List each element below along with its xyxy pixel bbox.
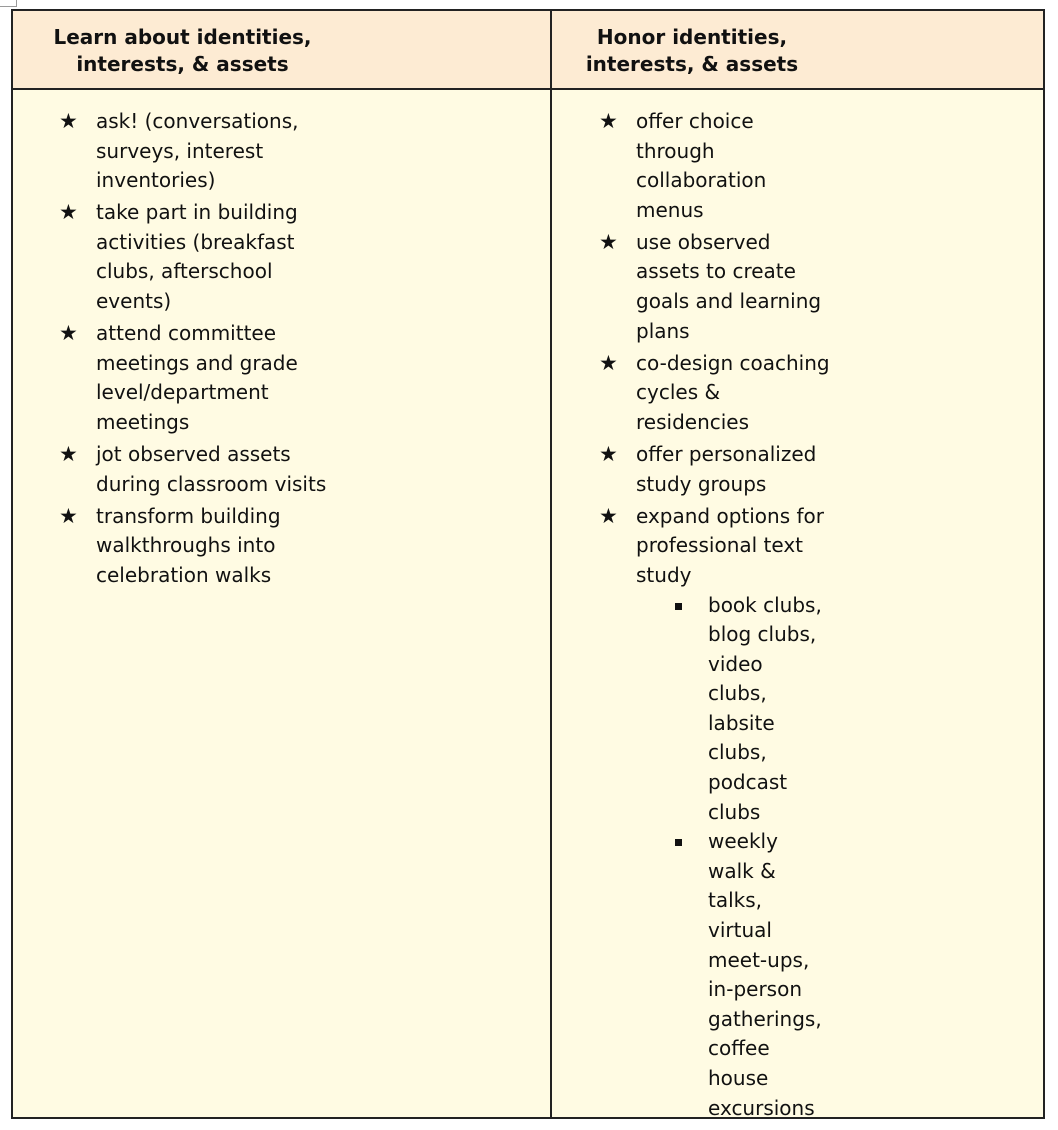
left-bullet-list [55, 91, 355, 591]
star-icon: ★ [599, 229, 618, 254]
list-item [55, 107, 355, 196]
star-icon: ★ [59, 442, 78, 467]
list-item-text: offer choice through collaboration menus [636, 109, 767, 222]
column-divider [550, 11, 552, 1117]
list-item [595, 440, 895, 499]
list-item-text: use observed assets to create goals and learning plans [636, 229, 822, 343]
right-bullet-list [595, 91, 895, 1123]
list-item [55, 440, 355, 499]
sub-list-item-text: book clubs, blog clubs, video clubs, labsite clubs, podcast clubs [708, 592, 822, 824]
star-icon: ★ [599, 350, 618, 375]
list-item-text: jot observed assets during classroom visits [96, 442, 327, 496]
list-item [55, 319, 355, 437]
star-icon: ★ [59, 109, 78, 133]
list-item-text: co-design coaching cycles & residencies [636, 350, 830, 434]
comparison-table [11, 9, 1045, 1119]
header-cell-left [13, 11, 550, 88]
list-item [595, 228, 895, 346]
star-icon: ★ [59, 200, 78, 225]
header-right-text: Honor identities, interests, & assets [585, 25, 799, 76]
star-icon: ★ [599, 109, 618, 133]
sub-list-item [708, 827, 895, 1123]
header-divider [13, 88, 1043, 90]
list-item [595, 107, 895, 225]
list-item-text: ask! (conversations, surveys, interest inventories) [96, 109, 299, 193]
square-bullet-icon [675, 603, 682, 610]
list-item-text: take part in building activities (breakfast clubs, afterschool events) [96, 200, 298, 314]
corner-mark [0, 0, 17, 7]
sub-list-item-text: weekly walk & talks, virtual meet-ups, in-person gatherings, coffee house excursions [708, 829, 822, 1120]
header-cell-right [552, 11, 1043, 88]
square-bullet-icon [675, 839, 682, 846]
right-column [595, 91, 895, 1126]
list-item-text: expand options for professional text study [636, 503, 824, 587]
sub-list-item [708, 591, 895, 828]
list-item-text: offer personalized study groups [636, 442, 817, 496]
list-item [595, 349, 895, 438]
list-item-text: transform building walkthroughs into celebration walks [96, 503, 281, 587]
star-icon: ★ [59, 503, 78, 528]
star-icon: ★ [599, 442, 618, 467]
header-left-text: Learn about identities, interests, & assets [53, 25, 312, 76]
list-item-text: attend committee meetings and grade level/department meetings [96, 321, 298, 434]
list-item [55, 198, 355, 316]
list-item [55, 502, 355, 591]
star-icon: ★ [599, 503, 618, 528]
left-column [55, 91, 355, 593]
list-item [595, 502, 895, 1123]
star-icon: ★ [59, 321, 78, 346]
sub-bullet-list [636, 591, 895, 1124]
